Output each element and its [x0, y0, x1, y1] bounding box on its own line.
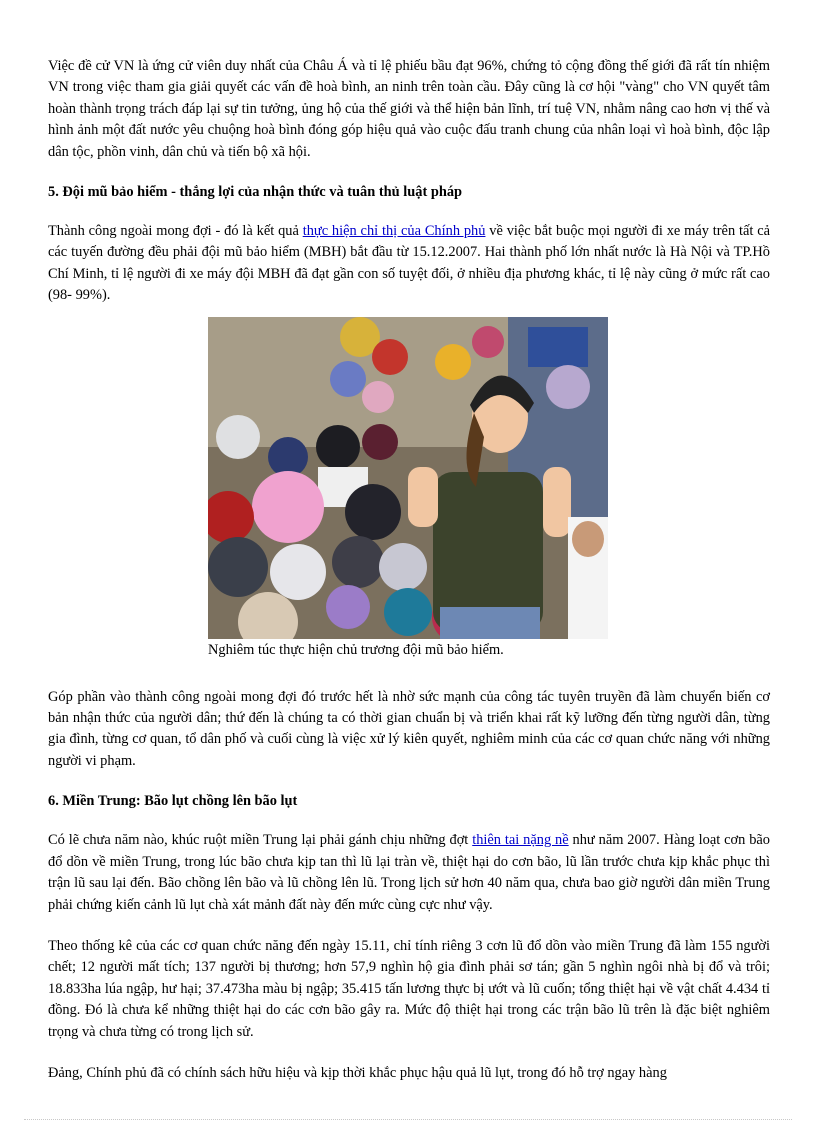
helmet-photo-image [208, 317, 608, 639]
heading-central-floods: 6. Miền Trung: Bão lụt chồng lên bão lụt [48, 793, 298, 810]
paragraph-text: về việc bắt buộc mọi người đi xe máy trên tất cả các tuyến đường đều phải đội mũ bảo hiểm (MBH) bắt đầu từ 15.12.2007. Hai thành phố lớn nhất nước là Hà Nội và TP.Hồ Chí Minh, tỉ lệ người đi xe máy đội MBH đã đạt gần con số tuyệt đối, ở nhiều địa phương khác, tỉ lệ này cũng ở mức rất cao (98- 99%). [48, 223, 770, 304]
paragraph-helmet-success [48, 221, 770, 307]
page-bottom-divider [24, 1119, 792, 1120]
paragraph-text: Thành công ngoài mong đợi - đó là kết quả [48, 223, 303, 240]
document-body [48, 56, 770, 1084]
paragraph-flood-statistics: Theo thống kê của các cơ quan chức năng đến ngày 15.11, chỉ tính riêng 3 cơn lũ đổ dồn vào miền Trung đã làm 155 người chết; 12 người mất tích; 137 người bị thương; hơn 57,9 nghìn hộ gia đình phải sơ tán; gần 5 nghìn ngôi nhà bị đổ và trôi; 18.833ha lúa ngập, hư hại; 37.473ha màu bị ngập; 35.415 tấn lương thực bị ướt và lũ cuốn; tổng thiệt hại về vật chất 4.434 tỉ đồng. Đó là chưa kể những thiệt hại do các cơn bão gây ra. Mức độ thiệt hại trong các trận bão lũ trên là đặc biệt nghiêm trọng và chưa từng có trong lịch sử. [48, 937, 770, 1040]
paragraph-un-security-council: Việc đề cử VN là ứng cử viên duy nhất của Châu Á và tỉ lệ phiếu bầu đạt 96%, chứng tỏ cộng đồng thế giới đã rất tín nhiệm VN trong việc tham gia giải quyết các vấn đề hoà bình, an ninh trên toàn cầu. Đây cũng là cơ hội "vàng" cho VN quyết tâm hoàn thành trọng trách đáp lại sự tin tưởng, ủng hộ của thế giới và thể hiện bản lĩnh, trí tuệ VN, nhằm nâng cao hơn vị thế và hình ảnh một đất nước yêu chuộng hoà bình đóng góp hiệu quả vào cuộc đấu tranh chung của nhân loại vì hoà bình, độc lập dân tộc, phồn vinh, dân chủ và tiến bộ xã hội. [48, 58, 770, 160]
paragraph-text: Có lẽ chưa năm nào, khúc ruột miền Trung lại phải gánh chịu những đợt [48, 832, 473, 849]
paragraph-government-support: Đảng, Chính phủ đã có chính sách hữu hiệu và kịp thời khắc phục hậu quả lũ lụt, trong đó hỗ trợ ngay hàng [48, 1064, 667, 1081]
helmet-shop-photo [208, 317, 608, 639]
link-government-directive[interactable]: thực hiện chỉ thị của Chính phủ [302, 223, 486, 240]
paragraph-floods-intro [48, 830, 770, 916]
photo-caption: Nghiêm túc thực hiện chủ trương đội mũ bảo hiểm. [208, 641, 504, 658]
link-natural-disasters[interactable]: thiên tai nặng nề [472, 832, 569, 849]
heading-helmet: 5. Đội mũ bảo hiểm - thắng lợi của nhận thức và tuân thủ luật pháp [48, 184, 463, 201]
paragraph-text: như năm 2007. Hàng loạt cơn bão đổ dồn về miền Trung, trong lúc bão chưa kịp tan thì lũ lại tràn về, thiệt hại do cơn bão, lũ lần trước chưa kịp khắc phục thì trận lũ sau lại đến. Bão chồng lên bão và lũ chồng lên lũ. Trong lịch sử hơn 40 năm qua, chưa bao giờ người dân miền Trung phải chứng kiến cảnh lũ lụt chà xát mảnh đất này đến mức cùng cực như vậy. [48, 832, 770, 913]
photo-figure [48, 317, 770, 658]
paragraph-propaganda: Góp phần vào thành công ngoài mong đợi đó trước hết là nhờ sức mạnh của công tác tuyên truyền đã làm chuyển biến cơ bản nhận thức của người dân; thứ đến là chúng ta có thời gian chuẩn bị và triển khai rất kỹ lưỡng đến từng người dân, từng gia đình, từng cơ quan, tổ dân phố và cuối cùng là việc xử lý kiên quyết, nghiêm minh của các cơ quan chức năng với những người vi phạm. [48, 688, 770, 769]
